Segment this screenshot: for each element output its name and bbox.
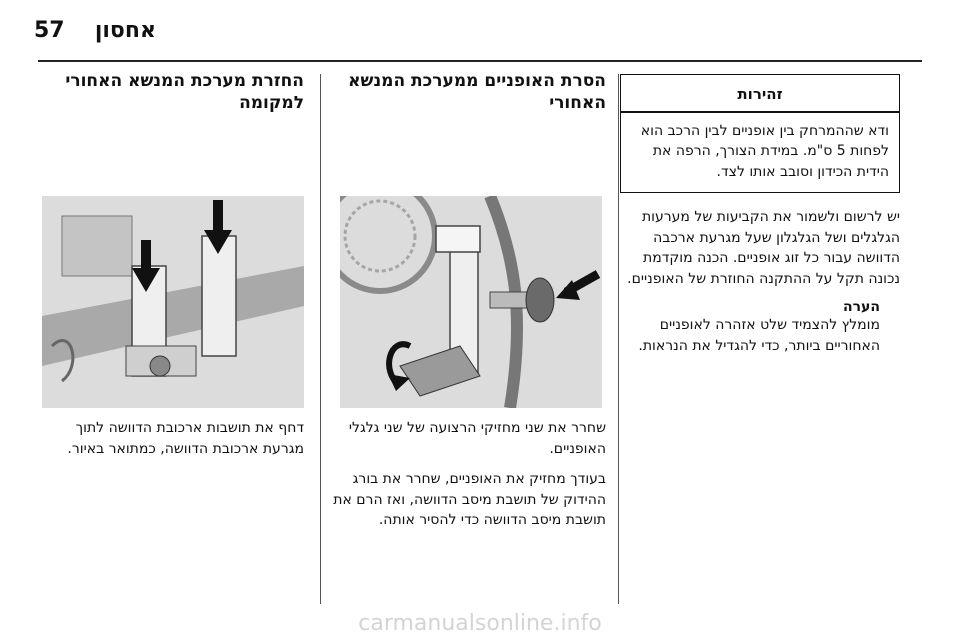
column-warning [620,70,900,356]
section-title-reinstall: החזרת מערכת המנשא האחורי למקומה [65,71,304,113]
page-header [34,18,926,48]
section-title-removal: הסרת האופניים ממערכת המנשא האחורי [348,71,606,113]
body-paragraph: יש לרשום ולשמור את הקביעות של מערעות הגלגלים ושל הגלגלון שעל מגרעת ארכבה הדוושה עבור כל זוג אופניים. הכנה מוקדמת נכונה תקל על ההתקנה החוזרת של האופניים. [627,209,900,287]
column-removal [330,70,606,610]
removal-text [330,418,606,541]
bicycle-carrier-illustration-icon [340,196,602,408]
removal-step-2: בעודך מחזיק את האופניים, שחרר את בורג ההידוק של תושבת מיסב הדוושה, ואז הרם את תושבת מיסב הדוושה כדי להסיר אותה. [333,471,606,528]
bicycle-carrier-illustration-icon [42,196,304,408]
header-divider [38,60,922,62]
column-divider-left [320,74,321,604]
page-number: 57 [34,18,65,43]
column-divider-right [618,74,619,604]
warning-title: זהירות [737,85,783,103]
reinstall-illustration [42,196,304,408]
removal-illustration [340,196,602,408]
note-text: מומלץ להצמיד שלט אזהרה לאופניים האחוריים ביותר, כדי להגדיל את הנראות. [638,317,880,354]
watermark: carmanualsonline.info [358,611,602,636]
warning-box [620,74,900,193]
page-title: אחסון [94,18,156,43]
column-reinstall [38,70,304,610]
warning-text: ודא שההמרחק בין אופניים לבין הרכב הוא לפחות 5 ס"מ. במידת הצורך, הרפה את הידית הכידון וסובב אותו לצד. [640,122,889,180]
note-title: הערה [843,299,880,315]
reinstall-text [38,418,304,469]
removal-step-1: שחרר את שני מחזיקי הרצועה של שני גלגלי האופניים. [348,420,606,457]
reinstall-caption: דחף את תושבות ארכובת הדוושה לתוך מגרעת ארכובת הדוושה, כמתואר באיור. [67,420,304,457]
